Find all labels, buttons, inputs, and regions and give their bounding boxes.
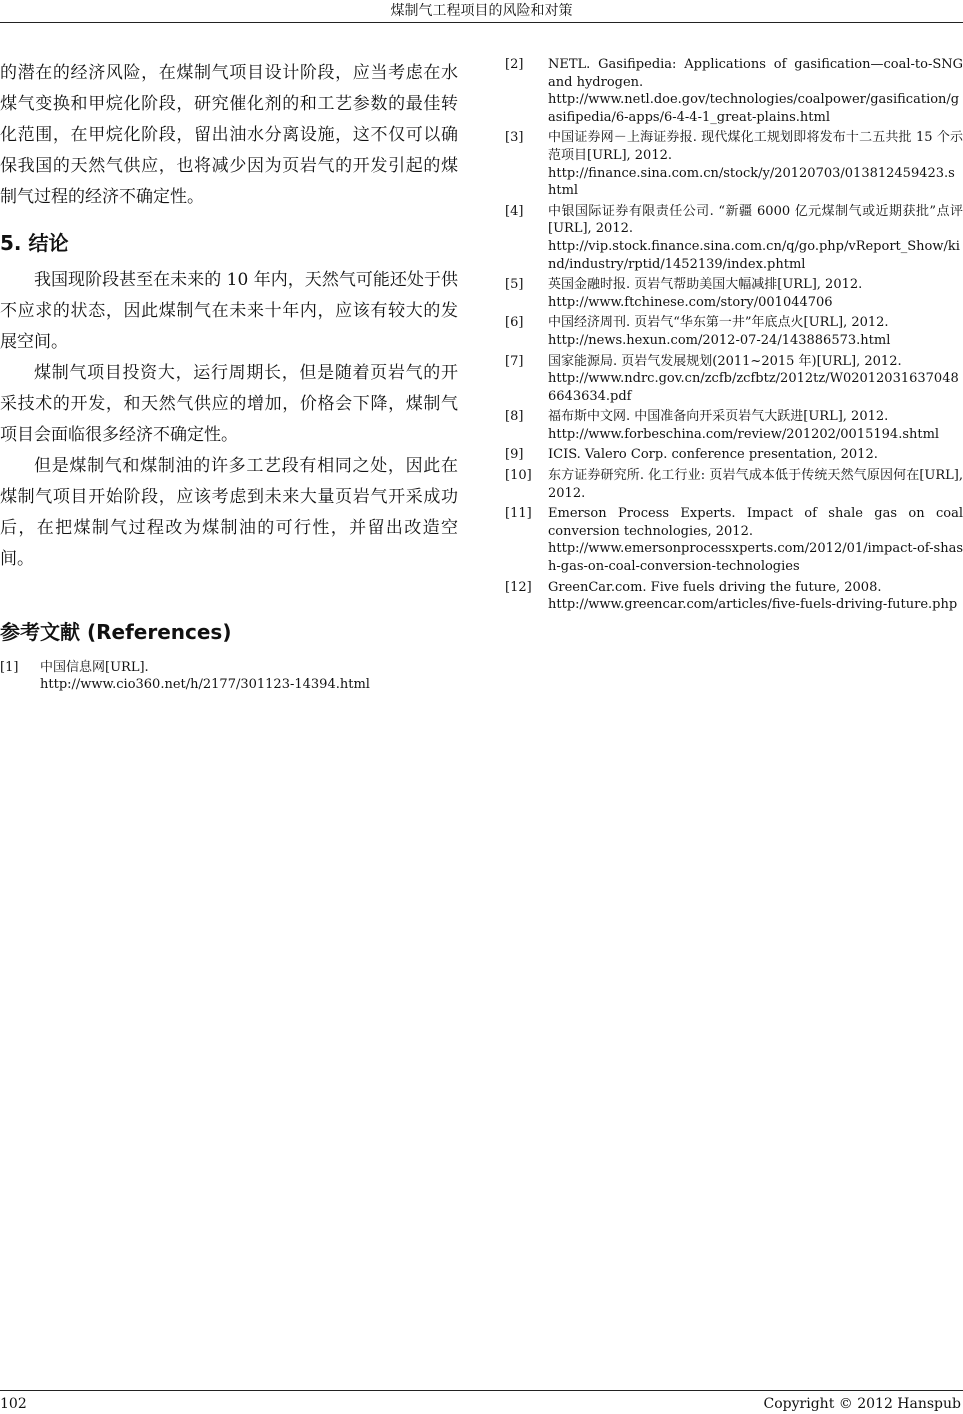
running-header: 煤制气工程项目的风险和对策 bbox=[390, 3, 573, 19]
reference-item bbox=[505, 467, 963, 502]
reference-url-link[interactable]: http://www.cio360.net/h/2177/301123-14394.html bbox=[40, 677, 370, 692]
conclusion-paragraph: 煤制气项目投资大，运行周期长，但是随着页岩气的开采技术的开发，和天然气供应的增加，价格会下降，煤制气项目会面临很多经济不确定性。 bbox=[0, 363, 458, 445]
page-number: 102 bbox=[0, 1396, 27, 1412]
header-rule bbox=[0, 22, 963, 23]
reference-text: 中国经济周刊. 页岩气“华东第一井”年底点火[URL], 2012. bbox=[548, 315, 889, 331]
reference-item bbox=[505, 505, 963, 575]
reference-text: 东方证券研究所. 化工行业: 页岩气成本低于传统天然气原因何在[URL], 2012. bbox=[548, 468, 963, 501]
reference-number: [12] bbox=[505, 579, 532, 595]
reference-number: [7] bbox=[505, 353, 524, 369]
reference-number: [3] bbox=[505, 130, 524, 146]
reference-item bbox=[505, 56, 963, 126]
reference-number: [11] bbox=[505, 506, 532, 522]
reference-text: 中银国际证券有限责任公司. “新疆 6000 亿元煤制气或近期获批”点评[URL], 2012. bbox=[548, 203, 963, 237]
reference-text: 英国金融时报. 页岩气帮助美国大幅减排[URL], 2012. bbox=[548, 277, 863, 293]
reference-number: [1] bbox=[0, 660, 19, 675]
footer-rule bbox=[0, 1390, 963, 1391]
conclusion-paragraph: 我国现阶段甚至在未来的 10 年内，天然气可能还处于供不应求的状态，因此煤制气在未来十年内，应该有较大的发展空间。 bbox=[0, 270, 458, 352]
reference-url-link[interactable]: http://finance.sina.com.cn/stock/y/20120703/013812459423.shtml bbox=[548, 165, 955, 199]
reference-item bbox=[505, 446, 963, 464]
reference-url-link[interactable]: http://www.netl.doe.gov/technologies/coalpower/gasification/gasifipedia/6-apps/6-4-4-1_great-plains.html bbox=[548, 92, 960, 125]
reference-body bbox=[548, 408, 963, 443]
section-heading-conclusion: 5. 结论 bbox=[0, 231, 69, 255]
left-column bbox=[0, 58, 458, 696]
reference-url-link[interactable]: http://www.greencar.com/articles/five-fuels-driving-future.php bbox=[548, 597, 958, 613]
reference-number: [6] bbox=[505, 315, 524, 331]
reference-text: 福布斯中文网. 中国准备向开采页岩气大跃进[URL], 2012. bbox=[548, 409, 889, 425]
reference-url-link[interactable]: http://www.ftchinese.com/story/001044706 bbox=[548, 294, 833, 310]
reference-text: 国家能源局. 页岩气发展规划(2011~2015 年)[URL], 2012. bbox=[548, 353, 902, 369]
reference-body bbox=[548, 505, 963, 575]
reference-url-link[interactable]: http://www.ndrc.gov.cn/zcfb/zcfbtz/2012tz/W020120316370486643634.pdf bbox=[548, 371, 959, 404]
reference-url-link[interactable]: http://www.emersonprocessxperts.com/2012/01/impact-of-shash-gas-on-coal-conversion-technologies bbox=[548, 541, 963, 575]
reference-item bbox=[505, 314, 963, 349]
reference-item bbox=[505, 408, 963, 443]
reference-text: Emerson Process Experts. Impact of shale gas on coal conversion technologies, 2012. bbox=[548, 506, 963, 539]
reference-text: GreenCar.com. Five fuels driving the future, 2008. bbox=[548, 579, 882, 595]
reference-item bbox=[505, 353, 963, 406]
reference-text: 中国信息网[URL]. bbox=[40, 660, 149, 675]
reference-body bbox=[548, 446, 963, 464]
reference-number: [4] bbox=[505, 203, 524, 219]
reference-body bbox=[548, 579, 963, 614]
reference-body bbox=[548, 314, 963, 349]
reference-body bbox=[548, 276, 963, 311]
reference-number: [9] bbox=[505, 447, 524, 463]
reference-item bbox=[505, 129, 963, 199]
reference-number: [2] bbox=[505, 57, 524, 72]
reference-text: 中国证券网－上海证券报. 现代煤化工规划即将发布十二五共批 15 个示范项目[URL], 2012. bbox=[548, 130, 963, 163]
reference-number: [8] bbox=[505, 409, 524, 425]
reference-body bbox=[548, 56, 963, 126]
conclusion-paragraph: 但是煤制气和煤制油的许多工艺段有相同之处，因此在煤制气项目开始阶段，应该考虑到未来大量页岩气开采成功后，在把煤制气过程改为煤制油的可行性，并留出改造空间。 bbox=[0, 456, 458, 569]
reference-body bbox=[40, 659, 458, 693]
reference-number: [10] bbox=[505, 468, 532, 484]
reference-url-link[interactable]: http://news.hexun.com/2012-07-24/143886573.html bbox=[548, 332, 891, 348]
reference-item bbox=[505, 203, 963, 273]
copyright-notice: Copyright © 2012 Hanspub bbox=[763, 1396, 961, 1412]
reference-number: [5] bbox=[505, 277, 524, 293]
right-column bbox=[505, 56, 963, 620]
reference-text: ICIS. Valero Corp. conference presentation, 2012. bbox=[548, 447, 878, 463]
reference-item bbox=[505, 276, 963, 311]
reference-text: NETL. Gasifipedia: Applications of gasification—coal-to-SNG and hydrogen. bbox=[548, 57, 963, 90]
reference-body bbox=[548, 129, 963, 199]
intro-paragraph: 的潜在的经济风险，在煤制气项目设计阶段，应当考虑在水煤气变换和甲烷化阶段，研究催化剂的和工艺参数的最佳转化范围，在甲烷化阶段，留出油水分离设施，这不仅可以确保我国的天然气供应，也将减少因为页岩气的开发引起的煤制气过程的经济不确定性。 bbox=[0, 63, 458, 207]
reference-body bbox=[548, 353, 963, 406]
reference-url-link[interactable]: http://vip.stock.finance.sina.com.cn/q/go.php/vReport_Show/kind/industry/rptid/1452139/index.phtml bbox=[548, 238, 960, 272]
reference-body bbox=[548, 467, 963, 502]
references-heading: 参考文献 (References) bbox=[0, 620, 232, 644]
reference-body bbox=[548, 203, 963, 273]
reference-item bbox=[0, 659, 458, 693]
reference-item bbox=[505, 579, 963, 614]
reference-url-link[interactable]: http://www.forbeschina.com/review/201202/0015194.shtml bbox=[548, 426, 940, 442]
